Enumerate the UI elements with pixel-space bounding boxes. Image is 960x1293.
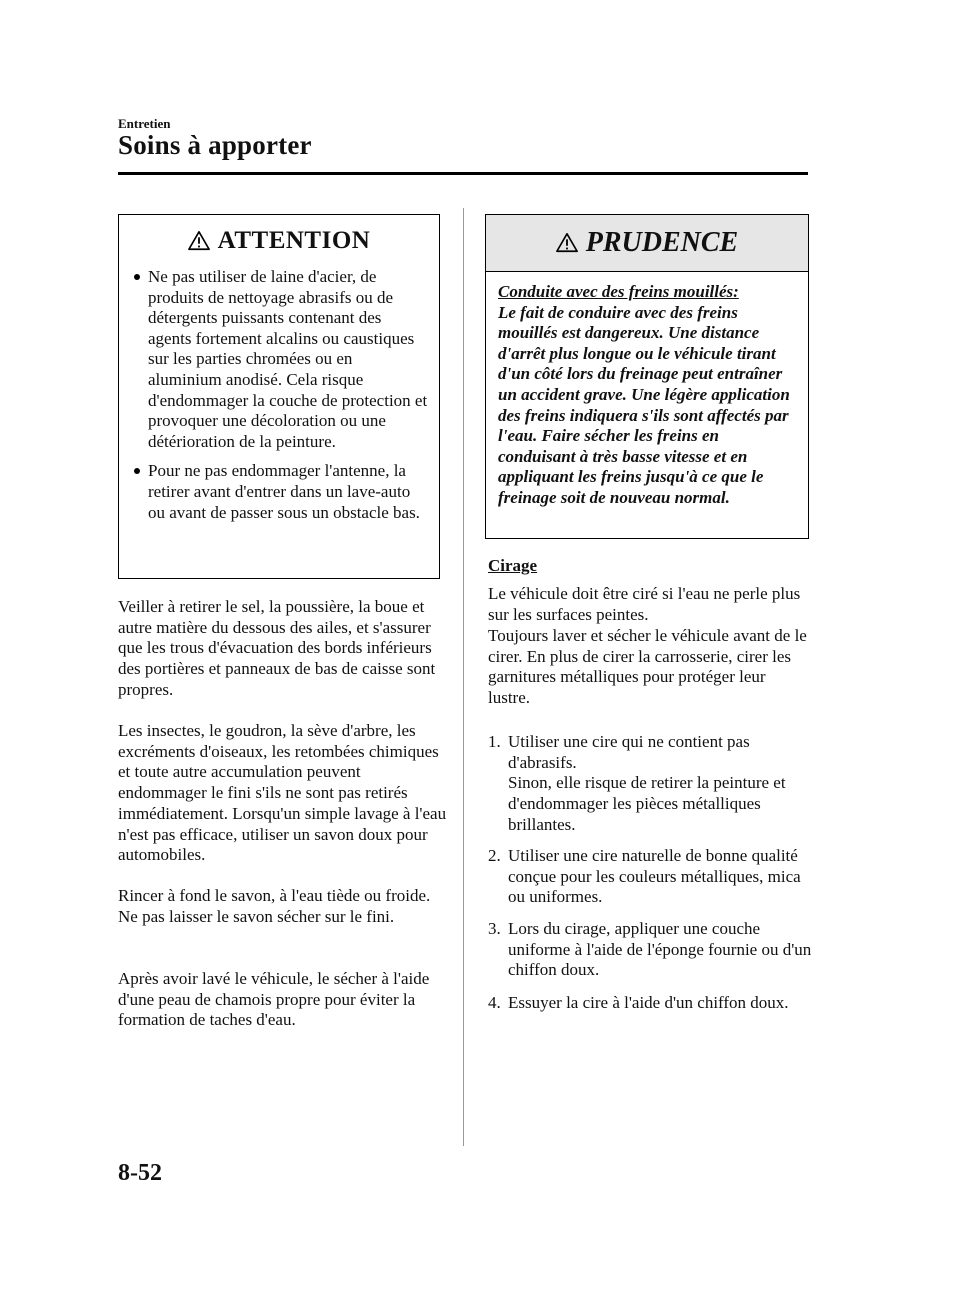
prudence-box bbox=[485, 214, 809, 539]
step-item bbox=[488, 919, 813, 981]
page-title: Soins à apporter bbox=[118, 130, 312, 160]
warning-triangle-icon bbox=[188, 230, 210, 252]
cirage-intro: Le véhicule doit être ciré si l'eau ne perle plus sur les surfaces peintes. bbox=[488, 584, 801, 624]
step-number: 4. bbox=[488, 993, 501, 1012]
step-item bbox=[488, 846, 813, 908]
body-paragraph: Les insectes, le goudron, la sève d'arbre, les excréments d'oiseaux, les retombées chimiques et toute autre accumulation peuvent endommager le fini s'ils ne sont pas retirés immédiatement. Lorsqu'un simple lavage à l'eau n'est pas efficace, utiliser un savon doux pour automobiles. bbox=[118, 721, 447, 865]
cirage-heading: Cirage bbox=[488, 556, 538, 575]
step-text: Utiliser une cire qui ne contient pas d'abrasifs. bbox=[508, 732, 750, 772]
prudence-heading: PRUDENCE bbox=[585, 227, 739, 258]
column-divider bbox=[463, 208, 464, 1146]
attention-item: Ne pas utiliser de laine d'acier, de produits de nettoyage abrasifs ou de détergents puissants contenant des agents fortement alcalins ou caustiques sur les parties chromées ou en aluminium anodisé. Cela risque d'endommager la couche de protection et provoquer une décoloration ou une détérioration de la peinture. bbox=[131, 267, 429, 452]
attention-item: Pour ne pas endommager l'antenne, la retirer avant d'entrer dans un lave-auto ou avant de passer sous un obstacle bas. bbox=[131, 461, 429, 523]
page-number: 8-52 bbox=[118, 1160, 162, 1186]
attention-box bbox=[118, 214, 440, 579]
body-paragraph: Rincer à fond le savon, à l'eau tiède ou froide. Ne pas laisser le savon sécher sur le fini. bbox=[118, 886, 431, 926]
step-text: Lors du cirage, appliquer une couche uniforme à l'aide de l'éponge fournie ou d'un chiffon doux. bbox=[508, 919, 812, 980]
warning-triangle-icon bbox=[556, 232, 578, 254]
step-number: 1. bbox=[488, 732, 501, 751]
prudence-subtitle: Conduite avec des freins mouillés: bbox=[498, 282, 739, 301]
prudence-body bbox=[486, 272, 808, 509]
body-paragraph: Veiller à retirer le sel, la poussière, la boue et autre matière du dessous des ailes, et s'assurer que les trous d'évacuation des bords inférieurs des portières et panneaux de bas de caisse sont propres. bbox=[118, 597, 436, 699]
attention-list bbox=[119, 267, 439, 523]
body-paragraph: Après avoir lavé le véhicule, le sécher à l'aide d'une peau de chamois propre pour éviter la formation de taches d'eau. bbox=[118, 969, 430, 1030]
step-text: Essuyer la cire à l'aide d'un chiffon doux. bbox=[508, 993, 789, 1012]
cirage-intro: Toujours laver et sécher le véhicule avant de le cirer. En plus de cirer la carrosserie, cirer les garnitures métalliques pour protéger leur lustre. bbox=[488, 626, 807, 708]
section-label: Entretien bbox=[118, 116, 171, 131]
bullet-icon bbox=[134, 274, 140, 280]
attention-heading: ATTENTION bbox=[217, 227, 371, 254]
prudence-text: Le fait de conduire avec des freins mouillés est dangereux. Une distance d'arrêt plus longue ou le véhicule tirant d'un côté lors du freinage peut entraîner un accident grave. Une légère application des freins indiquera s'ils sont affectés par l'eau. Faire sécher les freins en conduisant à très basse vitesse et en appliquant les freins jusqu'à ce que le freinage soit de nouveau normal. bbox=[498, 302, 790, 507]
prudence-header bbox=[486, 215, 808, 272]
title-rule bbox=[118, 172, 808, 175]
step-note: Sinon, elle risque de retirer la peinture et d'endommager les pièces métalliques brillantes. bbox=[508, 773, 786, 834]
step-text: Utiliser une cire naturelle de bonne qualité conçue pour les couleurs métalliques, mica ou uniformes. bbox=[508, 846, 801, 907]
step-number: 3. bbox=[488, 919, 501, 938]
bullet-icon bbox=[134, 468, 140, 474]
step-item bbox=[488, 993, 813, 1014]
attention-header bbox=[119, 215, 439, 267]
step-number: 2. bbox=[488, 846, 501, 865]
step-item bbox=[488, 732, 813, 836]
